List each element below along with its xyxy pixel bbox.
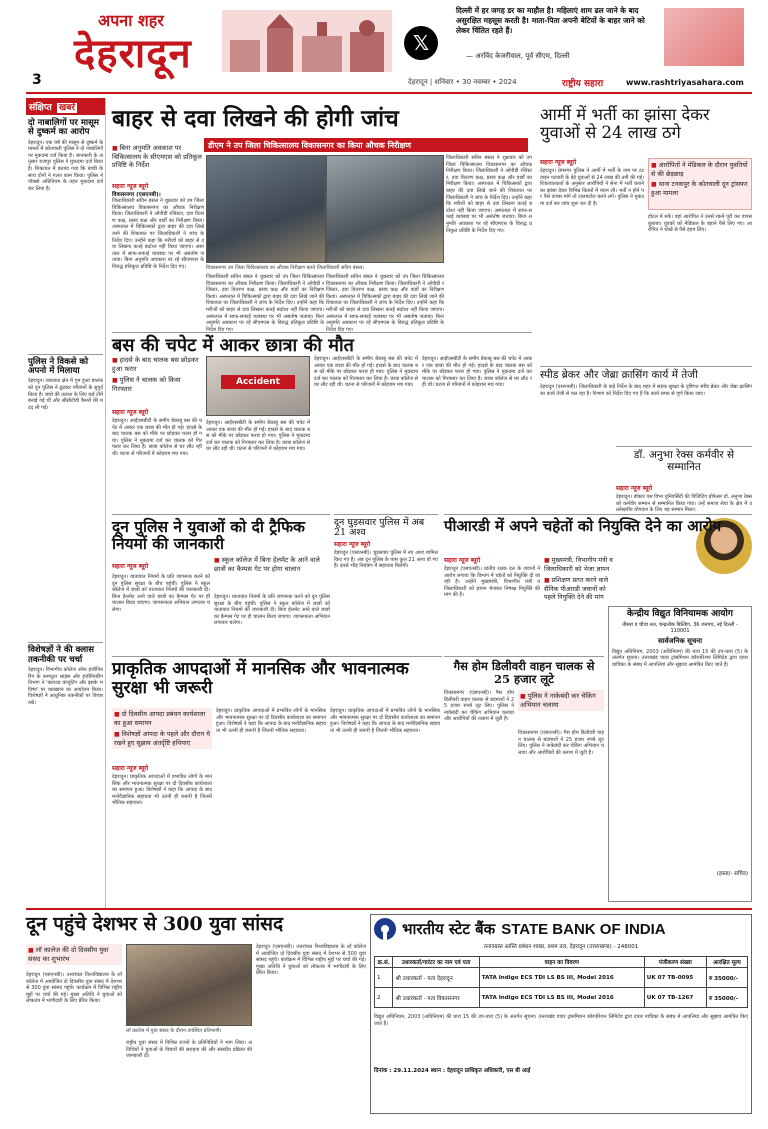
accident-photo xyxy=(206,356,310,416)
cerc-notice-label: सार्वजनिक सूचना xyxy=(657,636,703,645)
sbi-notice xyxy=(370,914,752,1114)
sbi-td: TATA Indigo ECS TDI LS BS III, Model 2016 xyxy=(479,968,644,988)
prd-body: देहरादून (एसएनबी)। प्रांतीय रक्षक दल के जवानों ने आरोप लगाया कि विभाग में चहेतों को नियुक्ति दी जा रही है। उन्होंने मुख्यमंत्री, विभागीय मंत्री व जिलाधिकारी को ज्ञापन भेजकर निष्पक्ष नियुक्ति की मांग की है। xyxy=(444,566,540,599)
prd-bullet-2: ■ प्रशिक्षण प्राप्त करने वाले सैनिक पीआरडी जवानों को पहले नियुक्ति देने की मांग xyxy=(544,576,614,601)
youth-body-3: देहरादून (एसएनबी)। उत्तरांचल विश्वविद्यालय के लॉ कॉलेज में आयोजित दो दिवसीय युवा संसद में देशभर से 300 युवा सांसद पहुंचे। कार्यक्रम में विभिन्न राष्ट्रीय मुद्दों पर चर्चा की गई। मुख्य अतिथि ने युवाओं को लोकतंत्र में भागीदारी के लिए प्रेरित किया। xyxy=(256,944,366,977)
mental-bullet-1: ■ दो दिवसीय आपदा प्रबंधन कार्यशाला का हुआ समापन xyxy=(114,710,210,727)
brief-1-body: देहरादून। एक वर्ष की मासूम से दुष्कर्म के मामले में कोतवाली पुलिस ने दो नाबालिगों पर मुकदमा दर्ज किया है। जानकारी के अनुसार राजपुर पुलिस ने मुकदमा दर्ज किया है। शिकायत में बताया गया कि बच्ची के साथ दोनों ने गलत काम किया। पुलिस ने पॉक्सो अधिनियम के तहत मुकदमा दर्ज कर लिया है। xyxy=(28,139,103,192)
cerc-title: केन्द्रीय विद्युत विनियामक आयोग xyxy=(627,609,733,619)
left-column xyxy=(26,98,106,908)
cerc-body: विद्युत अधिनियम, 2003 (अधिनियम) की धारा 15 की उप-धारा (5) के अंतर्गत सूचना। उत्तराखंड पावर ट्रांसमिशन कॉरपोरेशन लिमिटेड द्वारा दायर याचिका के संबंध में आपत्तियां और सुझाव आमंत्रित किए जाते हैं। xyxy=(612,648,748,669)
bus-headline: बस की चपेट में आकर छात्रा की मौत xyxy=(112,332,532,356)
speed-headline: स्पीड ब्रेकर और जेब्रा क्रासिंग कार्य में तेजी xyxy=(540,366,752,382)
brief-2-title: पुलिस ने विकसे को अपनो में मिलाया xyxy=(28,354,103,377)
table-row xyxy=(375,988,748,1008)
prd-bullet-1: ■ मुख्यमंत्री, विभागीय मंत्री व जिलाधिकारी को भेजा ज्ञापन xyxy=(544,556,614,573)
main-body: जिलाधिकारी सविन बंसल ने शुक्रवार को उप जिला चिकित्सालय विकासनगर का औचक निरीक्षण किया। जिलाधिकारी ने ओपीडी रजिस्टर, दवा वितरण कक्ष, प्रसव कक्ष और वार्डों का निरीक्षण किया। अस्पताल में चिकित्सकों द्वारा बाहर की दवा लिखे जाने की शिकायत पर जिलाधिकारी ने जांच के निर्देश दिए। उन्होंने कहा कि मरीजों को बाहर से दवा लिखना कतई बर्दाश्त नहीं किया जाएगा। अस्पताल में साफ-सफाई व्यवस्था पर भी असंतोष जताया। बिना अनुमति अवकाश पर रहे सीएमएस के विरुद्ध प्रतिकूल प्रविष्टि के निर्देश दिए गए। xyxy=(112,198,204,270)
traffic-body: देहरादून। यातायात नियमों के प्रति जागरूक करने को दून पुलिस सुरक्षा के बीच पहुंची। पुलिस ने स्कूल कॉलेज में छात्रों को यातायात नियमों की जानकारी दी। बिना हेलमेट आने वाले छात्रों का कैम्पस गेट पर ही चालान किया जाएगा। जागरूकता अभियान लगातार चलेगा। xyxy=(112,574,210,613)
accident-label: Accident xyxy=(221,375,295,389)
sbi-td: श्री उधारकर्ता - पता देहरादून xyxy=(393,968,479,988)
mental-bullet-2: ■ विशेषज्ञों आपदा के पहले और दौरान ये रखने हुए सुझाव अंतर्दृष्टि हथियाए xyxy=(114,730,210,747)
sbi-th: वाहन का विवरण xyxy=(479,957,644,968)
gas-body-2: विकासनगर (एसएनबी)। गैस होम डिलीवरी वाहन चालक से बदमाशों ने 25 हजार रुपये लूट लिए। पुलिस ने नाकेबंदी कर चेकिंग अभियान चलाया और आरोपियों की तलाश में जुटी है। xyxy=(518,730,604,756)
paper-name: राष्ट्रीय सहारा xyxy=(562,79,604,89)
youth-headline: दून पहुंचे देशभर से 300 युवा सांसद xyxy=(26,913,284,935)
mental-byline: सहारा न्यूज ब्यूरो xyxy=(112,765,149,772)
section-header xyxy=(26,98,105,115)
quote-text: दिल्ली में हर जगह डर का माहौल है! महिलाएं शाम ढल जाने के बाद असुरक्षित महसूस करती है! माता-पिता अपनी बेटियों के बाहर जाने को लेकर चिंतित रहते हैं। xyxy=(456,6,645,35)
main-dateline: विकासनगर (एसएनबी)। xyxy=(112,192,161,198)
army-box-bullet-2: ■ थाना टनकपुर के कोतवाली दून ट्रांसफर हुआ मामला xyxy=(651,180,749,197)
bus-bullet-1: ■ हादसे के बाद चालक बस छोड़कर हुआ फरार xyxy=(112,356,202,373)
traffic-byline: सहारा न्यूज ब्यूरो xyxy=(112,563,149,570)
traffic-body-2: देहरादून। यातायात नियमों के प्रति जागरूक करने को दून पुलिस सुरक्षा के बीच पहुंची। पुलिस ने स्कूल कॉलेज में छात्रों को यातायात नियमों की जानकारी दी। बिना हेलमेट आने वाले छात्रों का कैम्पस गेट पर ही चालान किया जाएगा। जागरूकता अभियान लगातार चलेगा। xyxy=(214,594,330,627)
masthead-title-small: अपना शहर xyxy=(98,11,164,30)
sbi-th: उधारकर्ता/गारंटर का नाम एवं पता xyxy=(393,957,479,968)
prd-headline: पीआरडी में अपने चहेतों को नियुक्ति देने का आरोप xyxy=(444,514,752,535)
sbi-th: पंजीकरण संख्या xyxy=(644,957,706,968)
bus-body-4: देहरादून। आईएसबीटी के समीप बेकाबू बस की चपेट में आकर एक छात्रा की मौत हो गई। हादसे के बाद चालक बस को मौके पर छोड़कर फरार हो गया। पुलिस ने मुकदमा दर्ज कर चालक को गिरफ्तार कर लिया है। छात्रा कॉलेज से घर लौट रही थी। घटना से परिजनों में कोहराम मच गया। xyxy=(422,356,532,389)
table-row xyxy=(375,968,748,988)
masthead-rule xyxy=(26,92,752,94)
army-box xyxy=(648,158,752,210)
youth-bullet: ■ लॉ कालेज की दो दिवसीय युवा संसद का शुभारंभ xyxy=(26,944,122,965)
cerc-notice xyxy=(608,606,752,902)
army-headline: आर्मी में भर्ती का झांसा देकर युवाओं से 24 लाख ठगे xyxy=(540,105,710,143)
main-body-4: जिलाधिकारी सविन बंसल ने शुक्रवार को उप जिला चिकित्सालय विकासनगर का औचक निरीक्षण किया। जिलाधिकारी ने ओपीडी रजिस्टर, दवा वितरण कक्ष, प्रसव कक्ष और वार्डों का निरीक्षण किया। अस्पताल में चिकित्सकों द्वारा बाहर की दवा लिखे जाने की शिकायत पर जिलाधिकारी ने जांच के निर्देश दिए। उन्होंने कहा कि मरीजों को बाहर से दवा लिखना कतई बर्दाश्त नहीं किया जाएगा। अस्पताल में साफ-सफाई व्यवस्था पर भी असंतोष जताया। बिना अनुमति अवकाश पर रहे सीएमएस के विरुद्ध प्रतिकूल प्रविष्टि के निर्देश दिए गए। xyxy=(446,155,532,234)
bus-bullets xyxy=(112,356,202,393)
sbi-terms: विद्युत अधिनियम, 2003 (अधिनियम) की धारा 15 की उप-धारा (5) के अंतर्गत सूचना। उत्तराखंड पावर ट्रांसमिशन कॉरपोरेशन लिमिटेड द्वारा दायर याचिका के संबंध में आपत्तियां और सुझाव आमंत्रित किए जाते हैं। xyxy=(374,1014,748,1027)
sbi-table xyxy=(374,956,748,1008)
army-byline: सहारा न्यूज ब्यूरो xyxy=(540,159,577,166)
sbi-name-en: STATE BANK OF INDIA xyxy=(501,920,666,938)
main-bullet: ■ बिना अनुमति अवकाश पर चिकित्सालय के सीएमएस को प्रतिकूल प्रविष्टि के निर्देश xyxy=(112,144,204,169)
main-photo xyxy=(206,155,326,263)
mental-headline: प्राकृतिक आपदाओं में मानसिक और भावनात्मक सुरक्षा भी जरूरी xyxy=(112,656,442,697)
sbi-name-hi: भारतीय स्टेट बैंक xyxy=(402,920,496,938)
quote-author: — अरविंद केजरीवाल, पूर्व सीएम, दिल्ली xyxy=(466,52,570,60)
youth-photo-caption: लॉ कालेज में युवा संसद के दौरान उपस्थित प्रतिभागी। xyxy=(126,1028,222,1034)
sbi-td: श्री उधारकर्ता - पता विकासनगर xyxy=(393,988,479,1008)
prd-bullets xyxy=(544,556,614,601)
anubha-body: देहरादून। डॉक्टर एस विभा युनिवर्सिटी की विजिटिंग प्रोफेसर डॉ. अनुभा रेक्स को कर्मवीर सम्मान से सम्मानित किया गया। उन्हें समाज सेवा के क्षेत्र में उल्लेखनीय योगदान के लिए यह सम्मान मिला। xyxy=(616,494,752,514)
gas-bullet: ■ पुलिस ने नाकेबंदी कर चेकिंग अभियान चलाया xyxy=(518,690,604,711)
bus-body-3: देहरादून। आईएसबीटी के समीप बेकाबू बस की चपेट में आकर एक छात्रा की मौत हो गई। हादसे के बाद चालक बस को मौके पर छोड़कर फरार हो गया। पुलिस ने मुकदमा दर्ज कर चालक को गिरफ्तार कर लिया है। छात्रा कॉलेज से घर लौट रही थी। घटना से परिजनों में कोहराम मच गया। xyxy=(314,356,418,389)
prd-byline: सहारा न्यूज ब्यूरो xyxy=(444,557,481,564)
traffic-headline: दून पुलिस ने युवाओं को दी ट्रैफिक नियमों की जानकारी xyxy=(112,514,330,552)
brief-1-title: दो नाबालिगों पर मासूम से दुष्कर्म का आरोप xyxy=(28,118,99,138)
sbi-td: 1 xyxy=(375,968,393,988)
sbi-footer: दिनांक : 29.11.2024 स्थान : देहरादून प्राधिकृत अधिकारी, एस बी आई xyxy=(374,1068,531,1074)
anubha-byline: सहारा न्यूज ब्यूरो xyxy=(616,485,653,492)
anubha-headline: डॉ. अनुभा रेक्स कर्मवीर से सम्मानित xyxy=(616,446,752,473)
horse-body: देहरादून (एसएनबी)। घुड़सवार पुलिस में नए अश्व शामिल किए गए हैं। अब दून पुलिस के पास कुल 21 अश्व हो गए हैं। इनसे भीड़ नियंत्रण में सहायता मिलेगी। xyxy=(334,550,438,570)
main-photo-caption: विकासनगर उप जिला चिकित्सालय का औचक निरीक्षण करते जिलाधिकारी सविन बंसल। xyxy=(206,265,365,271)
section-header-b: खबरें xyxy=(58,103,76,113)
masthead-accent xyxy=(664,8,744,66)
section-header-a: संक्षिप्त xyxy=(29,103,52,113)
youth-body: देहरादून (एसएनबी)। उत्तरांचल विश्वविद्यालय के लॉ कॉलेज में आयोजित दो दिवसीय युवा संसद में देशभर से 300 युवा सांसद पहुंचे। कार्यक्रम में विभिन्न राष्ट्रीय मुद्दों पर चर्चा की गई। मुख्य अतिथि ने युवाओं को लोकतंत्र में भागीदारी के लिए प्रेरित किया। xyxy=(26,972,122,1005)
horse-headline: दून घुड़सवार पुलिस में अब 21 अश्व xyxy=(334,514,438,539)
army-box-bullet-1: ■ आरोपितों ने मेडिकल के दौरान युवतियों से की छेड़छाड़ xyxy=(651,161,749,178)
main-headline: बाहर से दवा लिखने की होगी जांच xyxy=(112,105,399,132)
cerc-address: तीसरा व चौथा तल, चन्द्रलोक बिल्डिंग, 36 जनपथ, नई दिल्ली - 110001 xyxy=(622,621,738,634)
youth-body-2: राष्ट्रीय युवा संसद में विभिन्न राज्यों के प्रतिनिधियों ने भाग लिया। अतिथियों ने युवाओं के विचारों की सराहना की और संसदीय प्रक्रिया की जानकारी दी। xyxy=(126,1040,252,1060)
website: www.rashtriyasahara.com xyxy=(626,78,744,87)
traffic-bullet: ■ स्कूल कॉलेज में बिना हेलमेट के आने वाले छात्रों का कैम्पस गेट पर होगा चालान xyxy=(214,556,330,573)
main-body-3: जिलाधिकारी सविन बंसल ने शुक्रवार को उप जिला चिकित्सालय विकासनगर का औचक निरीक्षण किया। जिलाधिकारी ने ओपीडी रजिस्टर, दवा वितरण कक्ष, प्रसव कक्ष और वार्डों का निरीक्षण किया। अस्पताल में चिकित्सकों द्वारा बाहर की दवा लिखे जाने की शिकायत पर जिलाधिकारी ने जांच के निर्देश दिए। उन्होंने कहा कि मरीजों को बाहर से दवा लिखना कतई बर्दाश्त नहीं किया जाएगा। अस्पताल में साफ-सफाई व्यवस्था पर भी असंतोष जताया। बिना अनुमति अवकाश पर रहे सीएमएस के विरुद्ध प्रतिकूल प्रविष्टि के निर्देश दिए गए। xyxy=(326,274,444,333)
gas-body: विकासनगर (एसएनबी)। गैस होम डिलीवरी वाहन चालक से बदमाशों ने 25 हजार रुपये लूट लिए। पुलिस ने नाकेबंदी कर चेकिंग अभियान चलाया और आरोपियों की तलाश में जुटी है। xyxy=(444,690,514,723)
sbi-logo-icon xyxy=(374,918,396,940)
main-sub-banner: डीएम ने उप जिला चिकित्सालय विकासनगर का किया औचक निरीक्षण xyxy=(204,138,528,152)
x-logo-icon: 𝕏 xyxy=(404,26,438,60)
skyline-illustration xyxy=(222,10,392,72)
brief-2-body: देहरादून। चकराता क्षेत्र में गुम हुआ बालक को दून पुलिस ने ढूंढकर परिजनों के सुपुर्द किया है। बच्चे की तलाश के लिए कई टीमें बनाई गई थीं और सीसीटीवी कैमरों की मदद ली गई। xyxy=(28,378,103,411)
brief-3-title: विशेषज्ञों ने की क्लास तकनीकी पर चर्चा xyxy=(28,642,103,665)
youth-photo xyxy=(126,944,252,1026)
masthead xyxy=(0,0,768,96)
sbi-th: आरक्षित मूल्य xyxy=(706,957,747,968)
army-box-body: होटल में रुके। वहां आरोपित ने उनसे रकमें पूरी कर वापस बुलाया। युवकों को मेडिकल के बहाने पैसे लिए गए। आरोपित ने धोखे से पैसे हड़प लिए। xyxy=(648,214,752,234)
mental-body-3: देहरादून। प्राकृतिक आपदाओं में प्रभावित लोगों के मानसिक और भावनात्मक सुरक्षा पर दो दिवसीय कार्यशाला का समापन हुआ। विशेषज्ञों ने कहा कि आपदा के बाद मनोवैज्ञानिक सहायता भी उतनी ही जरूरी है जितनी भौतिक सहायता। xyxy=(330,708,440,734)
bus-body-2: देहरादून। आईएसबीटी के समीप बेकाबू बस की चपेट में आकर एक छात्रा की मौत हो गई। हादसे के बाद चालक बस को मौके पर छोड़कर फरार हो गया। पुलिस ने मुकदमा दर्ज कर चालक को गिरफ्तार कर लिया है। छात्रा कॉलेज से घर लौट रही थी। घटना से परिजनों में कोहराम मच गया। xyxy=(206,420,310,453)
sbi-td: रु 35000/- xyxy=(706,968,747,988)
speed-body: देहरादून (एसएनबी)। जिलाधिकारी के कड़े निर्देश के बाद शहर में सड़क सुरक्षा के दृष्टिगत स्पीड ब्रेकर और जेब्रा क्रासिंग का कार्य तेजी से चल रहा है। विभाग को निर्देश दिए गए हैं कि कार्य समय से पूर्ण किया जाए। xyxy=(540,384,752,397)
mental-body-2: देहरादून। प्राकृतिक आपदाओं में प्रभावित लोगों के मानसिक और भावनात्मक सुरक्षा पर दो दिवसीय कार्यशाला का समापन हुआ। विशेषज्ञों ने कहा कि आपदा के बाद मनोवैज्ञानिक सहायता भी उतनी ही जरूरी है जितनी भौतिक सहायता। xyxy=(216,708,326,734)
sbi-th: क्र.सं. xyxy=(375,957,393,968)
sbi-td: UK 07 TB-0095 xyxy=(644,968,706,988)
cerc-sign: (हस्ता/- सचिव) xyxy=(716,870,748,877)
main-body-2: जिलाधिकारी सविन बंसल ने शुक्रवार को उप जिला चिकित्सालय विकासनगर का औचक निरीक्षण किया। जिलाधिकारी ने ओपीडी रजिस्टर, दवा वितरण कक्ष, प्रसव कक्ष और वार्डों का निरीक्षण किया। अस्पताल में चिकित्सकों द्वारा बाहर की दवा लिखे जाने की शिकायत पर जिलाधिकारी ने जांच के निर्देश दिए। उन्होंने कहा कि मरीजों को बाहर से दवा लिखना कतई बर्दाश्त नहीं किया जाएगा। अस्पताल में साफ-सफाई व्यवस्था पर भी असंतोष जताया। बिना अनुमति अवकाश पर रहे सीएमएस के विरुद्ध प्रतिकूल प्रविष्टि के निर्देश दिए गए। xyxy=(206,274,324,333)
bottom-rule xyxy=(26,908,752,910)
page-number: 3 xyxy=(32,72,42,88)
masthead-title: देहरादून xyxy=(74,30,192,77)
sbi-td: TATA Indigo ECS TDI LS BS III, Model 2016 xyxy=(479,988,644,1008)
sbi-subtitle: तनावग्रस्त आस्ति प्रबंधन शाखा, प्रथम तल, देहरादून (उत्तराखण्ड) - 248001 xyxy=(483,944,639,950)
army-body: देहरादून। प्रेमनगर पुलिस ने आर्मी में भर्ती के नाम पर टटवाइन पटवारी के बेटे युवाओं से 24 लाख की ठगी की गई। शिकायतकर्ता के अनुसार आरोपियों ने सेना में भर्ती कराने का झांसा देकर विभिन्न किस्तों में रकम ली। भर्ती न होने पर पैसे वापस मांगे तो टालमटोल करने लगे। पुलिस ने मुकदमा दर्ज कर जांच शुरू कर दी है। xyxy=(540,168,644,207)
main-byline: सहारा न्यूज ब्यूरो xyxy=(112,183,149,190)
sbi-td: UK 07 TB-1267 xyxy=(644,988,706,1008)
mental-bullets xyxy=(112,708,212,749)
bus-body: देहरादून। आईएसबीटी के समीप बेकाबू बस की चपेट में आकर एक छात्रा की मौत हो गई। हादसे के बाद चालक बस को मौके पर छोड़कर फरार हो गया। पुलिस ने मुकदमा दर्ज कर चालक को गिरफ्तार कर लिया है। छात्रा कॉलेज से घर लौट रही थी। घटना से परिजनों में कोहराम मच गया। xyxy=(112,418,202,457)
main-photo-2 xyxy=(326,155,444,263)
mental-body: देहरादून। प्राकृतिक आपदाओं में प्रभावित लोगों के मानसिक और भावनात्मक सुरक्षा पर दो दिवसीय कार्यशाला का समापन हुआ। विशेषज्ञों ने कहा कि आपदा के बाद मनोवैज्ञानिक सहायता भी उतनी ही जरूरी है जितनी भौतिक सहायता। xyxy=(112,774,212,807)
sbi-td: 2 xyxy=(375,988,393,1008)
sbi-td: रु 35000/- xyxy=(706,988,747,1008)
bus-byline: सहारा न्यूज ब्यूरो xyxy=(112,409,149,416)
bus-bullet-2: ■ पुलिस ने चालक को किया गिरफ्तार xyxy=(112,376,202,393)
gas-headline: गैस होम डिलीवरी वाहन चालक से 25 हजार लूटे xyxy=(444,656,604,685)
horse-byline: सहारा न्यूज ब्यूरो xyxy=(334,541,371,548)
date-line: देहरादून | शनिवार • 30 नवम्बर • 2024 xyxy=(408,78,517,86)
brief-3-body: देहरादून। विभागीय कॉलेज ऑफ इंजीनियरिंग के कम्प्यूटर साइंस और इंजीनियरिंग विभाग ने 'क्लाउड कंप्यूटिंग और इसके भविष्य' पर व्याख्यान का आयोजन किया। विशेषज्ञों ने आधुनिक तकनीकों पर विचार रखे। xyxy=(28,667,103,707)
